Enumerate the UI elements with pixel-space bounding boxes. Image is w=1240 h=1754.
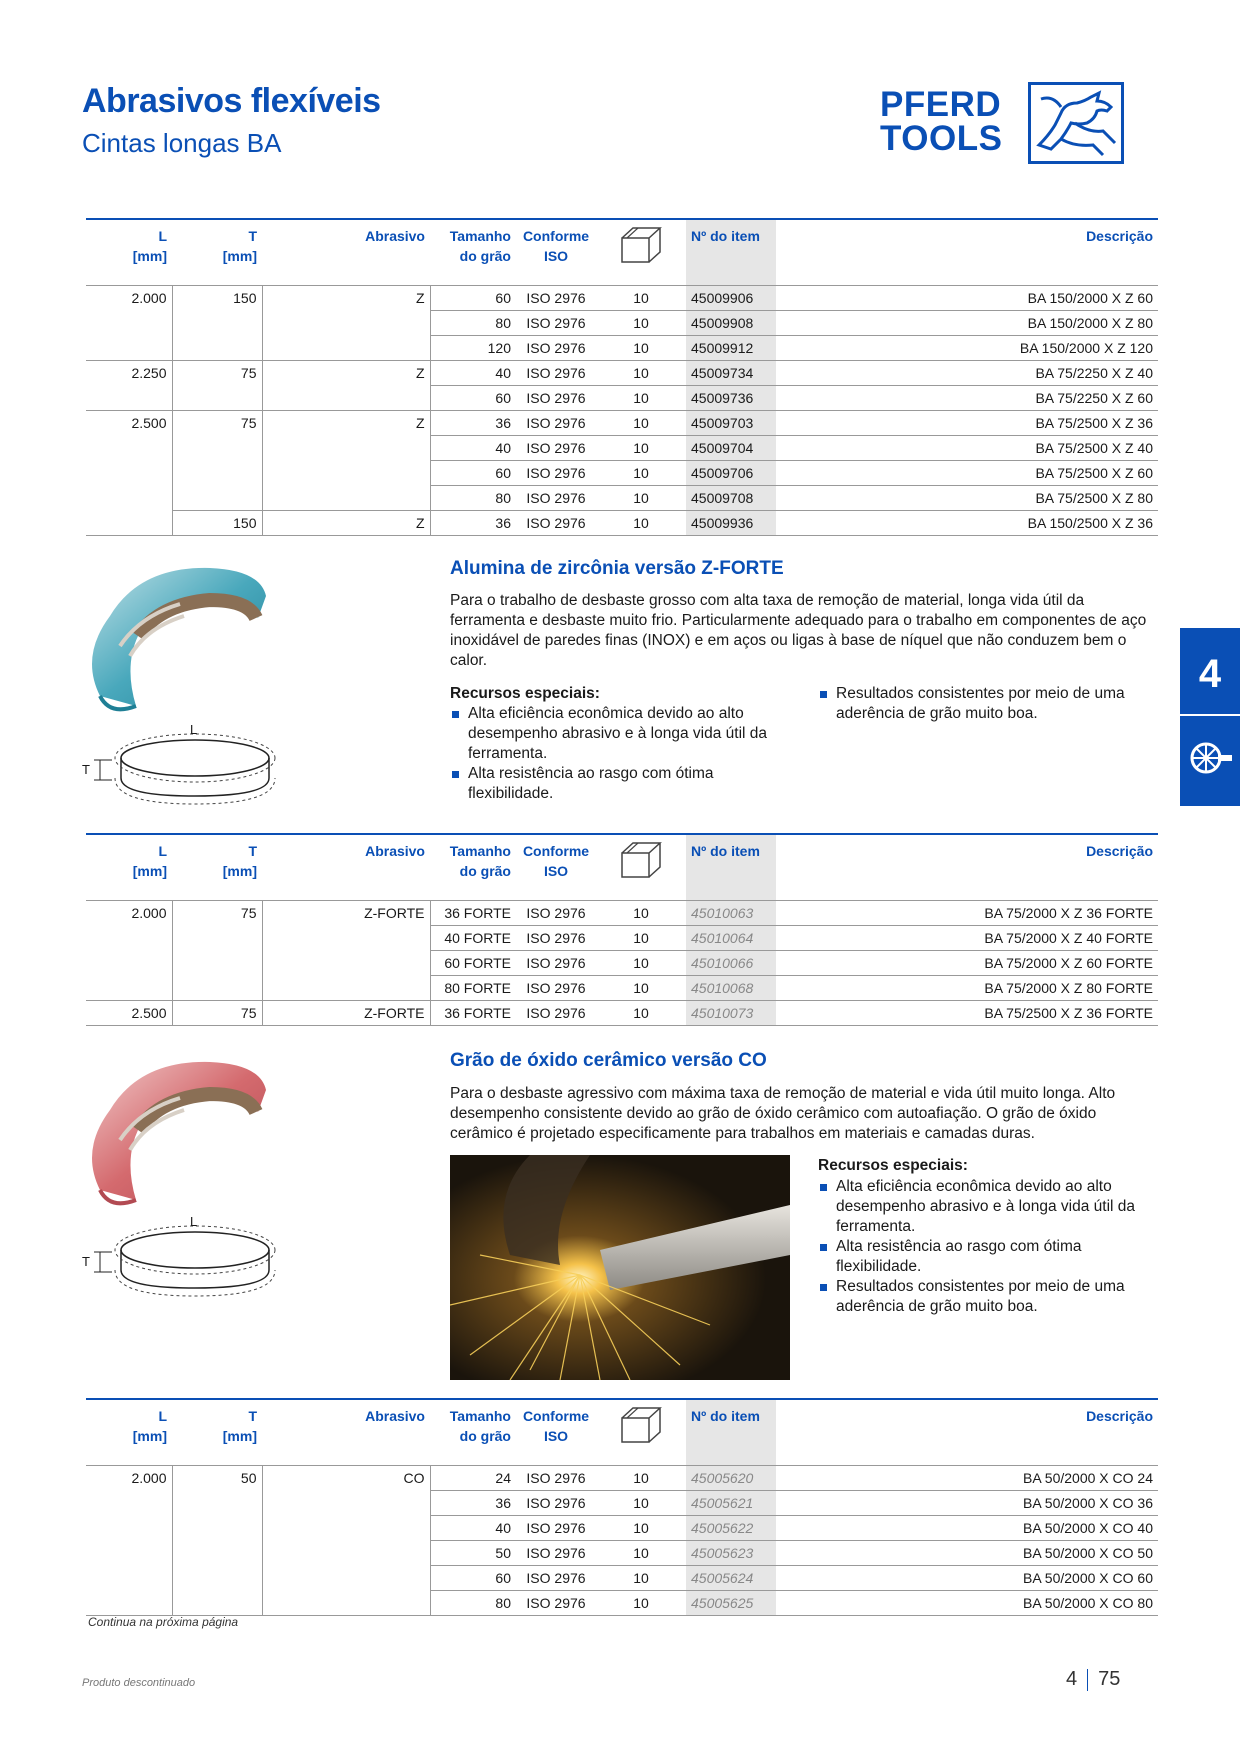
cell-iso: ISO 2976 [526, 289, 586, 306]
cell-t [172, 1565, 262, 1590]
cell-abr [262, 1565, 430, 1590]
cell-grit: 80 [430, 1590, 516, 1615]
cell-iso: ISO 2976 [516, 460, 596, 485]
feature-item: Resultados consistentes por meio de uma aderência de grão muito boa. [818, 1277, 1158, 1317]
cell-iso: ISO 2976 [526, 1469, 586, 1486]
col-abrasivo: Abrasivo [365, 228, 425, 244]
table-header [86, 834, 1158, 900]
col-t: T [mm] [222, 843, 257, 879]
cell-desc: BA 150/2500 X Z 36 [776, 510, 1158, 535]
table-row [86, 385, 1158, 410]
table-header [86, 219, 1158, 285]
feature-item: Alta resistência ao rasgo com ótima flexibilidade. [450, 764, 790, 804]
features-list-zforte-right [818, 684, 1158, 724]
cell-l [86, 1540, 172, 1565]
cell-qty: 10 [596, 950, 686, 975]
cell-qty: 10 [596, 1540, 686, 1565]
cell-l: 2.000 [131, 289, 167, 306]
section-text-zforte: Para o trabalho de desbaste grosso com alta taxa de remoção de material, longa vida útil da ferramenta e desbaste muito frio. Particularmente adequado para o trabalho em componentes de aço inoxidável de paredes finas (INOX) e em aços ou ligas à base de níquel que não conduzem bem o calor. [450, 592, 1147, 669]
cell-iso: ISO 2976 [516, 950, 596, 975]
cell-abr [262, 385, 430, 410]
table-row [86, 335, 1158, 360]
cell-item: 45009708 [686, 485, 776, 510]
cell-grit: 36 [430, 510, 516, 535]
cell-l [86, 385, 172, 410]
cell-item: 45009703 [686, 410, 776, 435]
cell-iso: ISO 2976 [516, 310, 596, 335]
cell-abr [262, 1515, 430, 1540]
package-box-icon [596, 834, 686, 900]
table-row [86, 1540, 1158, 1565]
table-row [86, 1490, 1158, 1515]
cell-qty: 10 [596, 410, 686, 435]
cell-desc: BA 50/2000 X CO 80 [776, 1590, 1158, 1615]
belt-dimension-diagram [82, 1216, 282, 1309]
cell-iso: ISO 2976 [516, 385, 596, 410]
cell-item: 45005621 [686, 1490, 776, 1515]
side-tab-divider [1180, 714, 1240, 716]
cell-desc: BA 50/2000 X CO 60 [776, 1565, 1158, 1590]
zf-belt-image [80, 556, 270, 727]
cell-desc: BA 75/2500 X Z 36 [776, 410, 1158, 435]
feature-item: Resultados consistentes por meio de uma aderência de grão muito boa. [818, 684, 1158, 724]
cell-qty: 10 [596, 360, 686, 385]
cell-qty: 10 [596, 1490, 686, 1515]
cell-qty: 10 [596, 485, 686, 510]
cell-t [172, 485, 262, 510]
cell-desc: BA 150/2000 X Z 120 [776, 335, 1158, 360]
col-item: Nº do item [686, 1399, 776, 1465]
feature-item: Alta eficiência econômica devido ao alto desempenho abrasivo e à longa vida útil da ferramenta. [818, 1177, 1158, 1237]
product-table-z [86, 218, 1158, 536]
pferd-logo [880, 82, 1160, 168]
cell-t [172, 460, 262, 485]
cell-abr: Z [262, 410, 430, 435]
feature-item: Alta eficiência econômica devido ao alto desempenho abrasivo e à longa vida útil da ferramenta. [450, 704, 790, 764]
table-row [86, 360, 1158, 385]
cell-t [172, 310, 262, 335]
cell-abr [262, 435, 430, 460]
cell-desc: BA 75/2250 X Z 60 [776, 385, 1158, 410]
cell-desc: BA 50/2000 X CO 36 [776, 1490, 1158, 1515]
cell-iso: ISO 2976 [516, 1590, 596, 1615]
feature-item: Alta resistência ao rasgo com ótima flexibilidade. [818, 1237, 1158, 1277]
section-text-co: Para o desbaste agressivo com máxima taxa de remoção de material e vida útil muito longa. Alto desempenho consistente devido ao grão de óxido cerâmico com autoafiação. O grão de óxido cerâmico é projetado especificamente para trabalhos em materiais e camadas duras. [450, 1085, 1116, 1142]
page-number [1066, 1668, 1120, 1691]
col-tamanho: Tamanho do grão [449, 228, 511, 264]
cell-l [86, 950, 172, 975]
cell-grit: 60 [430, 460, 516, 485]
cell-item: 45009936 [686, 510, 776, 535]
co-belt-image [80, 1050, 270, 1221]
cell-t [172, 950, 262, 975]
cell-grit: 36 [430, 1490, 516, 1515]
cell-qty: 10 [633, 1469, 649, 1486]
cell-qty: 10 [596, 975, 686, 1000]
section-title-co: Grão de óxido cerâmico versão CO [450, 1050, 767, 1071]
cell-t [172, 925, 262, 950]
cell-l [86, 975, 172, 1000]
package-box-icon [596, 219, 686, 285]
cell-item: 45009912 [686, 335, 776, 360]
cell-t: 150 [172, 510, 262, 535]
dimension-l-label: L [190, 722, 198, 737]
cell-t [172, 975, 262, 1000]
cell-grit: 60 [430, 285, 516, 310]
cell-desc: BA 50/2000 X CO 24 [1023, 1469, 1153, 1486]
table-row [86, 975, 1158, 1000]
cell-item: 45009734 [686, 360, 776, 385]
cell-desc: BA 75/2000 X Z 60 FORTE [776, 950, 1158, 975]
cell-grit: 40 [430, 360, 516, 385]
cell-l [86, 435, 172, 460]
cell-qty: 10 [596, 460, 686, 485]
cell-item: 45009736 [686, 385, 776, 410]
cell-item: 45005625 [686, 1590, 776, 1615]
table-row [86, 1515, 1158, 1540]
cell-grit: 80 [430, 310, 516, 335]
col-conforme: Conforme ISO [522, 228, 590, 264]
col-tamanho: Tamanho do grão [449, 843, 511, 879]
cell-iso: ISO 2976 [516, 1540, 596, 1565]
cell-iso: ISO 2976 [516, 1565, 596, 1590]
cell-l: 2.500 [86, 410, 172, 435]
logo-line1: PFERD [880, 85, 1002, 124]
cell-iso: ISO 2976 [516, 1000, 596, 1025]
cell-l [86, 1590, 172, 1615]
cell-iso: ISO 2976 [516, 510, 596, 535]
cell-item: 45010073 [686, 1000, 776, 1025]
table-row [86, 435, 1158, 460]
cell-qty: 10 [596, 1515, 686, 1540]
flap-wheel-icon [1186, 736, 1236, 785]
cell-desc: BA 150/2000 X Z 60 [1027, 289, 1153, 306]
horse-logo-icon [1028, 82, 1124, 164]
cell-qty: 10 [633, 904, 649, 921]
cell-grit: 36 FORTE [430, 900, 516, 925]
cell-qty: 10 [596, 385, 686, 410]
cell-desc: BA 75/2000 X Z 36 FORTE [984, 904, 1153, 921]
product-table-zforte [86, 833, 1158, 1026]
features-list-zforte-left [450, 704, 790, 804]
cell-abr [262, 1490, 430, 1515]
cell-item: 45009706 [686, 460, 776, 485]
cell-abr: Z-FORTE [262, 900, 430, 925]
cell-l: 2.000 [131, 904, 167, 921]
cell-t: 75 [172, 1000, 262, 1025]
cell-desc: BA 50/2000 X CO 50 [776, 1540, 1158, 1565]
cell-grit: 40 [430, 1515, 516, 1540]
product-table-co [86, 1398, 1158, 1616]
features-list-co [818, 1177, 1158, 1317]
cell-t: 75 [172, 900, 262, 925]
cell-l: 2.250 [86, 360, 172, 385]
cell-grit: 24 [430, 1465, 516, 1490]
table-row [86, 900, 1158, 925]
cell-iso: ISO 2976 [516, 925, 596, 950]
cell-desc: BA 75/2000 X Z 80 FORTE [776, 975, 1158, 1000]
table-row [86, 1465, 1158, 1490]
col-abrasivo: Abrasivo [365, 1408, 425, 1424]
cell-abr: Z [262, 510, 430, 535]
col-conforme: Conforme ISO [522, 843, 590, 879]
cell-t [172, 1490, 262, 1515]
cell-iso: ISO 2976 [516, 410, 596, 435]
cell-grit: 36 FORTE [430, 1000, 516, 1025]
cell-item: 45010064 [686, 925, 776, 950]
cell-abr: Z-FORTE [262, 1000, 430, 1025]
cell-grit: 36 [430, 410, 516, 435]
cell-l [86, 1515, 172, 1540]
cell-t: 150 [172, 285, 262, 310]
cell-t [172, 385, 262, 410]
cell-qty: 10 [596, 335, 686, 360]
cell-item: 45005624 [686, 1565, 776, 1590]
cell-grit: 60 [430, 385, 516, 410]
cell-grit: 120 [430, 335, 516, 360]
cell-item: 45010063 [686, 900, 776, 925]
cell-grit: 50 [430, 1540, 516, 1565]
cell-abr [262, 335, 430, 360]
cell-iso: ISO 2976 [516, 485, 596, 510]
cell-l [86, 925, 172, 950]
cell-l [86, 1565, 172, 1590]
table-row [86, 950, 1158, 975]
dimension-t-label: T [82, 1254, 90, 1269]
cell-iso: ISO 2976 [516, 435, 596, 460]
cell-desc: BA 75/2500 X Z 80 [776, 485, 1158, 510]
cell-item: 45005623 [686, 1540, 776, 1565]
cell-l [86, 460, 172, 485]
cell-l [86, 310, 172, 335]
cell-iso: ISO 2976 [516, 335, 596, 360]
cell-abr [262, 925, 430, 950]
cell-grit: 80 [430, 485, 516, 510]
col-l: L [mm] [132, 843, 167, 879]
table-row [86, 925, 1158, 950]
cell-item: 45005620 [686, 1465, 776, 1490]
cell-l [86, 510, 172, 535]
col-abrasivo: Abrasivo [365, 843, 425, 859]
table-row [86, 510, 1158, 535]
table-row [86, 410, 1158, 435]
cell-t [172, 335, 262, 360]
col-t: T [mm] [222, 228, 257, 264]
cell-iso: ISO 2976 [516, 1490, 596, 1515]
cell-desc: BA 150/2000 X Z 80 [776, 310, 1158, 335]
cell-abr [262, 310, 430, 335]
table-row [86, 1590, 1158, 1615]
cell-qty: 10 [596, 1000, 686, 1025]
cell-desc: BA 75/2250 X Z 40 [776, 360, 1158, 385]
cell-iso: ISO 2976 [516, 1515, 596, 1540]
table-row [86, 285, 1158, 310]
cell-iso: ISO 2976 [516, 975, 596, 1000]
col-conforme: Conforme ISO [522, 1408, 590, 1444]
col-item: Nº do item [686, 834, 776, 900]
grinding-sparks-photo [450, 1155, 790, 1380]
cell-l: 2.000 [131, 1469, 167, 1486]
cell-abr: Z [262, 360, 430, 385]
cell-item: 45009704 [686, 435, 776, 460]
cell-t: 50 [172, 1465, 262, 1490]
chapter-ref: 4 [1066, 1668, 1078, 1690]
cell-qty: 10 [596, 435, 686, 460]
cell-qty: 10 [633, 289, 649, 306]
page-ref: 75 [1098, 1668, 1121, 1690]
features-heading-co: Recursos especiais: [818, 1157, 968, 1174]
col-t: T [mm] [222, 1408, 257, 1444]
cell-desc: BA 75/2500 X Z 40 [776, 435, 1158, 460]
cell-desc: BA 50/2000 X CO 40 [776, 1515, 1158, 1540]
cell-item: 45010068 [686, 975, 776, 1000]
cell-abr [262, 460, 430, 485]
cell-t [172, 1540, 262, 1565]
chapter-number: 4 [1198, 652, 1222, 696]
dimension-l-label: L [190, 1214, 198, 1229]
cell-qty: 10 [596, 1565, 686, 1590]
continue-note: Continua na próxima página [88, 1615, 239, 1629]
cell-qty: 10 [596, 925, 686, 950]
cell-t [172, 1515, 262, 1540]
cell-iso: ISO 2976 [526, 904, 586, 921]
cell-t: 75 [172, 360, 262, 385]
table-row [86, 485, 1158, 510]
col-l: L [mm] [132, 1408, 167, 1444]
cell-t [172, 435, 262, 460]
col-descricao: Descrição [1086, 1408, 1153, 1424]
cell-grit: 80 FORTE [430, 975, 516, 1000]
cell-item: 45010066 [686, 950, 776, 975]
logo-line2: TOOLS [880, 119, 1003, 158]
cell-l [86, 335, 172, 360]
cell-abr [262, 1540, 430, 1565]
cell-grit: 60 [430, 1565, 516, 1590]
cell-abr [262, 485, 430, 510]
cell-t: 75 [172, 410, 262, 435]
table-row [86, 1000, 1158, 1025]
section-title-zforte: Alumina de zircônia versão Z-FORTE [450, 558, 784, 579]
cell-desc: BA 75/2500 X Z 60 [776, 460, 1158, 485]
page-subtitle: Cintas longas BA [82, 128, 282, 158]
cell-desc: BA 75/2000 X Z 40 FORTE [776, 925, 1158, 950]
cell-item: 45009908 [686, 310, 776, 335]
cell-grit: 60 FORTE [430, 950, 516, 975]
cell-iso: ISO 2976 [516, 360, 596, 385]
features-heading-zforte: Recursos especiais: [450, 685, 600, 702]
cell-abr [262, 975, 430, 1000]
belt-dimension-diagram [82, 724, 282, 817]
cell-qty: 10 [596, 510, 686, 535]
cell-desc: BA 75/2500 X Z 36 FORTE [776, 1000, 1158, 1025]
discontinued-note: Produto descontinuado [82, 1677, 196, 1689]
cell-abr [262, 950, 430, 975]
cell-abr [262, 1590, 430, 1615]
table-row [86, 1565, 1158, 1590]
cell-item: 45005622 [686, 1515, 776, 1540]
col-l: L [mm] [132, 228, 167, 264]
col-descricao: Descrição [1086, 843, 1153, 859]
cell-grit: 40 FORTE [430, 925, 516, 950]
cell-l: 2.500 [86, 1000, 172, 1025]
table-header [86, 1399, 1158, 1465]
cell-abr: Z [262, 285, 430, 310]
page-title: Abrasivos flexíveis [82, 82, 381, 120]
col-item: Nº do item [686, 219, 776, 285]
cell-grit: 40 [430, 435, 516, 460]
col-descricao: Descrição [1086, 228, 1153, 244]
cell-l [86, 1490, 172, 1515]
table-row [86, 460, 1158, 485]
col-tamanho: Tamanho do grão [449, 1408, 511, 1444]
dimension-t-label: T [82, 762, 90, 777]
table-row [86, 310, 1158, 335]
logo-text [880, 85, 1003, 158]
cell-t [172, 1590, 262, 1615]
cell-qty: 10 [596, 1590, 686, 1615]
package-box-icon [596, 1399, 686, 1465]
cell-abr: CO [262, 1465, 430, 1490]
cell-l [86, 485, 172, 510]
cell-item: 45009906 [686, 285, 776, 310]
cell-qty: 10 [596, 310, 686, 335]
